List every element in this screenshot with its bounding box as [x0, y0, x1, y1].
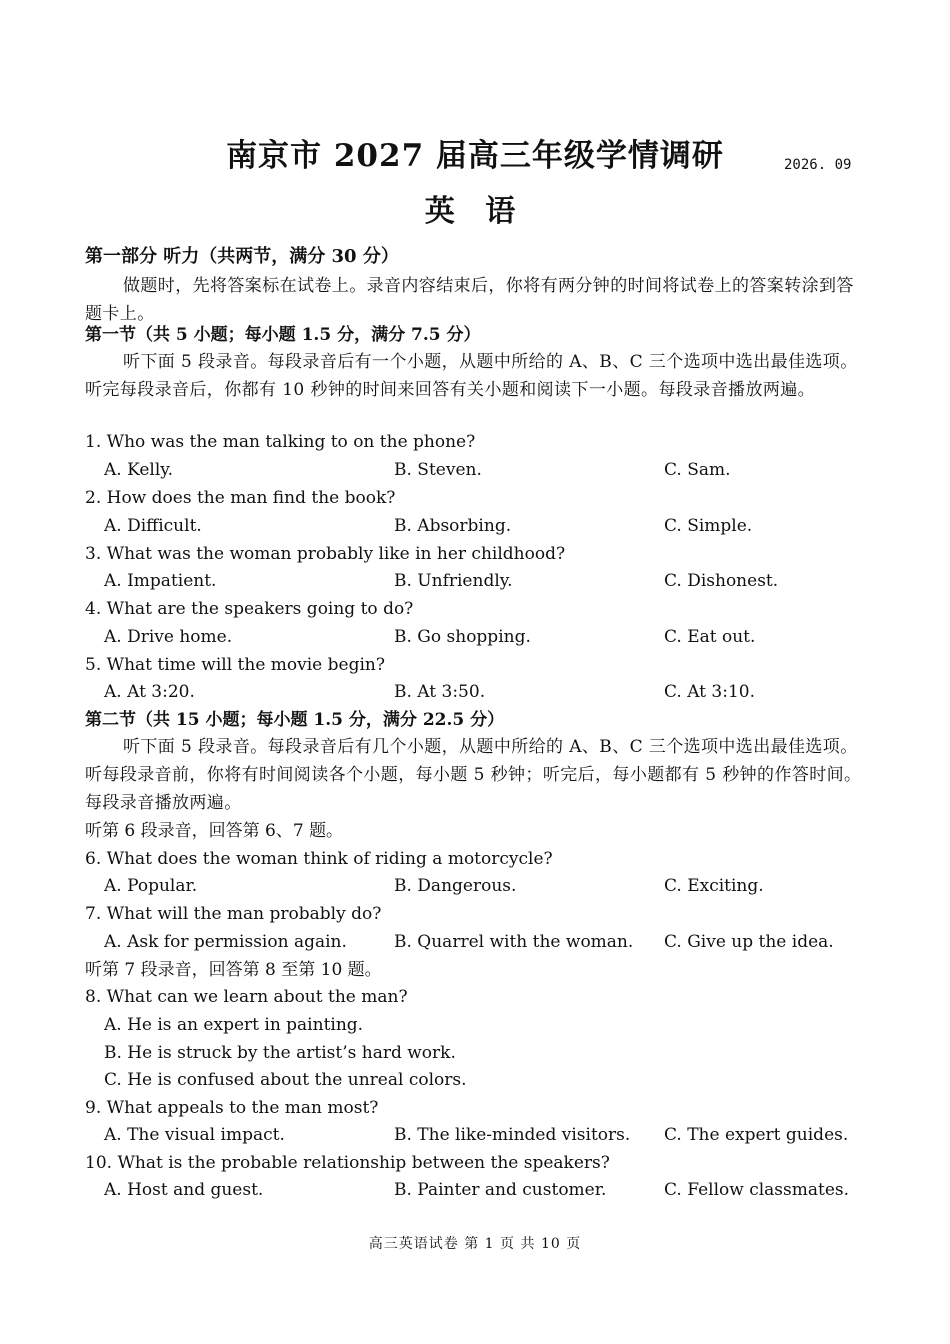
question-7: 7. What will the man probably do? [85, 904, 382, 924]
option-9c: C. The expert guides. [664, 1125, 849, 1145]
subject-title: 英 语 [424, 194, 526, 229]
instruction-recording-6: 听第 6 段录音，回答第 6、7 题。 [85, 821, 344, 841]
option-6c: C. Exciting. [664, 876, 764, 896]
option-6a: A. Popular. [104, 876, 198, 896]
option-10b: B. Painter and customer. [394, 1180, 607, 1200]
option-7c: C. Give up the idea. [664, 932, 834, 952]
question-1: 1. Who was the man talking to on the phone? [85, 432, 476, 452]
question-2: 2. How does the man find the book? [85, 488, 396, 508]
option-3b: B. Unfriendly. [394, 571, 513, 591]
option-4b: B. Go shopping. [394, 627, 531, 647]
option-4c: C. Eat out. [664, 627, 756, 647]
section2-intro: 听下面 5 段录音。每段录音后有几个小题，从题中所给的 A、B、C 三个选项中选出最佳选项。听每段录音前，你将有时间阅读各个小题，每小题 5 秒钟；听完后，每小题都有 5 秒钟的作答时间。每段录音播放两遍。 [85, 737, 862, 813]
question-4: 4. What are the speakers going to do? [85, 599, 414, 619]
option-2b: B. Absorbing. [394, 516, 512, 536]
section1-intro: 听下面 5 段录音。每段录音后有一个小题，从题中所给的 A、B、C 三个选项中选出最佳选项。听完每段录音后，你都有 10 秒钟的时间来回答有关小题和阅读下一小题。每段录音播放两遍。 [85, 352, 858, 400]
option-8a: A. He is an expert in painting. [104, 1015, 364, 1035]
option-1a: A. Kelly. [104, 460, 174, 480]
option-10a: A. Host and guest. [104, 1180, 264, 1200]
option-6b: B. Dangerous. [394, 876, 517, 896]
option-3a: A. Impatient. [104, 571, 217, 591]
exam-title: 南京市 2027 届高三年级学情调研 [226, 138, 724, 174]
question-5: 5. What time will the movie begin? [85, 655, 385, 675]
option-5a: A. At 3:20. [104, 682, 195, 702]
page-footer: 高三英语试卷 第 1 页 共 10 页 [368, 1236, 582, 1252]
question-8: 8. What can we learn about the man? [85, 987, 408, 1007]
option-7b: B. Quarrel with the woman. [394, 932, 634, 952]
option-3c: C. Dishonest. [664, 571, 779, 591]
option-10c: C. Fellow classmates. [664, 1180, 850, 1200]
question-9: 9. What appeals to the man most? [85, 1098, 379, 1118]
question-6: 6. What does the woman think of riding a motorcycle? [85, 849, 553, 869]
exam-date: 2026. 09 [784, 157, 852, 173]
option-9a: A. The visual impact. [104, 1125, 285, 1145]
section1-heading: 第一节（共 5 小题；每小题 1.5 分，满分 7.5 分） [85, 325, 481, 345]
option-9b: B. The like-minded visitors. [394, 1125, 631, 1145]
instruction-recording-7: 听第 7 段录音，回答第 8 至第 10 题。 [85, 960, 382, 980]
part1-intro: 做题时，先将答案标在试卷上。录音内容结束后，你将有两分钟的时间将试卷上的答案转涂到答题卡上。 [85, 276, 854, 324]
part1-heading: 第一部分 听力（共两节，满分 30 分） [85, 246, 399, 267]
question-10: 10. What is the probable relationship between the speakers? [85, 1153, 610, 1173]
option-7a: A. Ask for permission again. [104, 932, 347, 952]
section2-heading: 第二节（共 15 小题；每小题 1.5 分，满分 22.5 分） [85, 710, 505, 730]
option-8c: C. He is confused about the unreal colors. [104, 1070, 467, 1090]
option-1b: B. Steven. [394, 460, 482, 480]
question-3: 3. What was the woman probably like in her childhood? [85, 544, 566, 564]
option-2a: A. Difficult. [104, 516, 202, 536]
option-8b: B. He is struck by the artist’s hard work. [104, 1043, 456, 1063]
option-4a: A. Drive home. [104, 627, 233, 647]
option-1c: C. Sam. [664, 460, 731, 480]
option-5b: B. At 3:50. [394, 682, 486, 702]
option-5c: C. At 3:10. [664, 682, 756, 702]
option-2c: C. Simple. [664, 516, 753, 536]
